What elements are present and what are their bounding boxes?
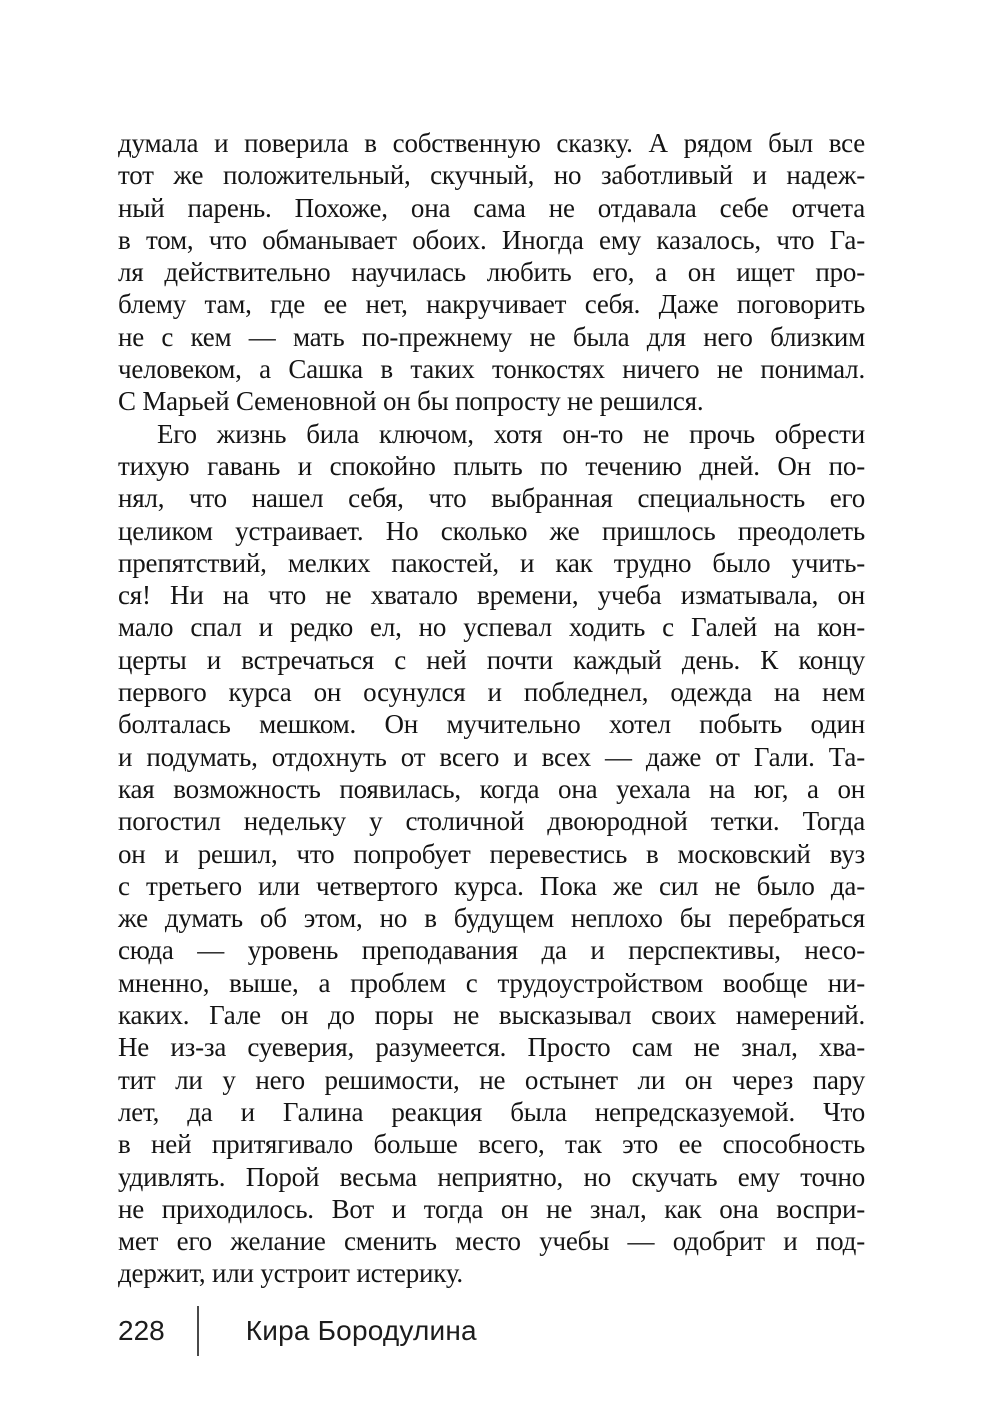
text-line: кая возможность появилась, когда она уехала на юг, а он	[118, 773, 865, 804]
text-line: же думать об этом, но в будущем неплохо бы перебраться	[118, 903, 865, 934]
text-line: тот же положительный, скучный, но заботливый и надеж-	[118, 160, 865, 191]
text-line: держит, или устроит истерику.	[118, 1258, 463, 1289]
text-line: он и решил, что попробует перевестись в московский вуз	[118, 838, 865, 869]
text-line: препятствий, мелких пакостей, и как трудно было учить-	[118, 547, 865, 578]
text-line: мненно, выше, а проблем с трудоустройством вообще ни-	[118, 967, 865, 998]
text-line: ся! Ни на что не хватало времени, учеба изматывала, он	[118, 580, 865, 611]
paragraph	[118, 127, 865, 418]
page-footer	[118, 1305, 477, 1357]
text-line: нял, что нашел себя, что выбранная специальность его	[118, 483, 865, 514]
paragraph	[118, 418, 865, 1290]
text-line: удивлять. Порой весьма неприятно, но скучать ему точно	[118, 1161, 865, 1192]
text-line: мет его желание сменить место учебы — одобрит и под-	[118, 1226, 865, 1257]
text-line: погостил недельку у столичной двоюродной тетки. Тогда	[118, 806, 865, 837]
text-line: не с кем — мать по-прежнему не была для него близким	[118, 321, 865, 352]
text-line: целиком устраивает. Но сколько же пришлось преодолеть	[118, 515, 865, 546]
text-line: каких. Гале он до поры не высказывал своих намерений.	[118, 1000, 865, 1031]
text-line: болталась мешком. Он мучительно хотел побыть один	[118, 709, 865, 740]
text-line: лет, да и Галина реакция была непредсказуемой. Что	[118, 1096, 865, 1127]
text-line: С Марьей Семеновной он бы попросту не решился.	[118, 386, 704, 417]
text-line: блему там, где ее нет, накручивает себя. Даже поговорить	[118, 289, 865, 320]
text-line: в том, что обманывает обоих. Иногда ему казалось, что Га-	[118, 224, 865, 255]
text-line: в ней притягивало больше всего, так это ее способность	[118, 1129, 865, 1160]
text-line: мало спал и редко ел, но успевал ходить с Галей на кон-	[118, 612, 865, 643]
text-line: и подумать, отдохнуть от всего и всех — даже от Гали. Та-	[118, 741, 865, 772]
text-line: человеком, а Сашка в таких тонкостях ничего не понимал.	[118, 354, 865, 385]
page-number: 228	[118, 1315, 165, 1346]
text-line: не приходилось. Вот и тогда он не знал, как она воспри-	[118, 1193, 865, 1224]
text-line: Его жизнь била ключом, хотя он-то не прочь обрести	[157, 418, 865, 449]
text-line: Не из-за суеверия, разумеется. Просто сам не знал, хва-	[118, 1032, 865, 1063]
text-line: с третьего или четвертого курса. Пока же сил не было да-	[118, 870, 865, 901]
text-line: первого курса он осунулся и побледнел, одежда на нем	[118, 677, 865, 708]
text-line: думала и поверила в собственную сказку. А рядом был все	[118, 128, 865, 158]
text-line: церты и встречаться с ней почти каждый день. К концу	[118, 644, 865, 675]
text-line: тихую гавань и спокойно плыть по течению дней. Он по-	[118, 450, 865, 481]
body-text	[118, 127, 865, 1290]
text-line: ный парень. Похоже, она сама не отдавала себе отчета	[118, 192, 865, 223]
footer-divider	[197, 1306, 199, 1356]
text-line: тит ли у него решимости, не остынет ли он через пару	[118, 1064, 865, 1095]
author-name: Кира Бородулина	[245, 1315, 477, 1346]
text-line: сюда — уровень преподавания да и перспективы, несо-	[118, 935, 865, 966]
text-line: ля действительно научилась любить его, а он ищет про-	[118, 257, 865, 288]
